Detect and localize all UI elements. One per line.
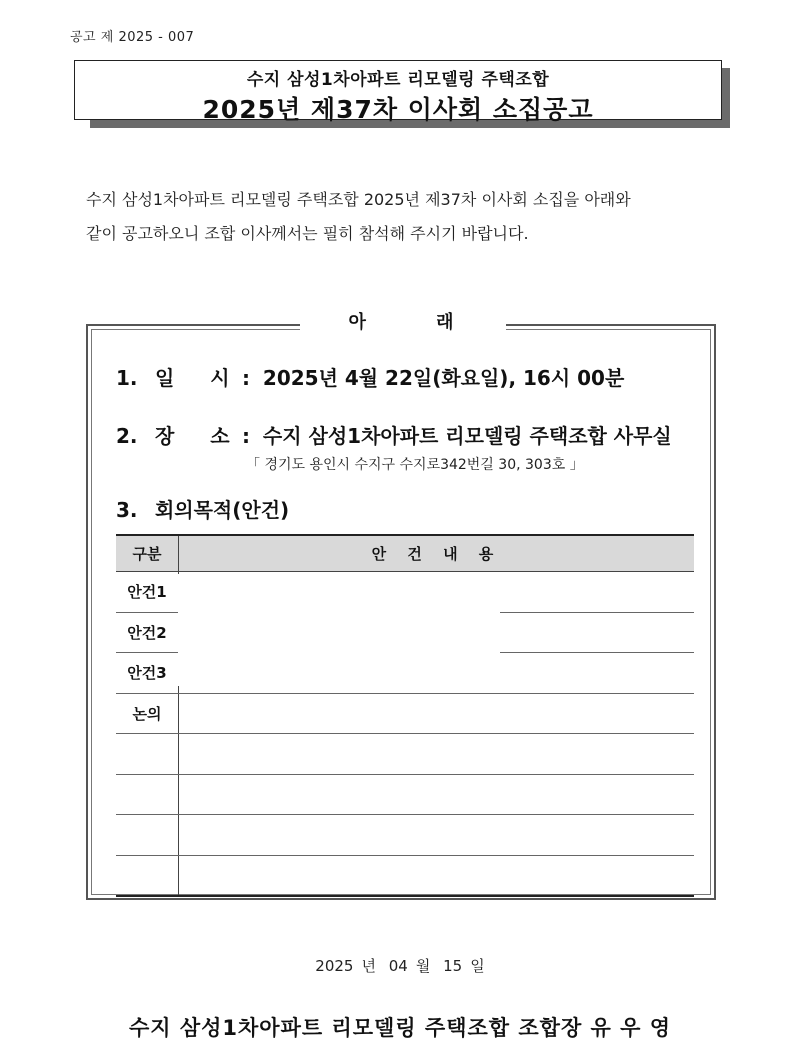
agenda-row-label: 안건3 <box>116 653 179 694</box>
agenda-row-content <box>179 815 695 856</box>
document-number: 공고 제 2025 - 007 <box>70 30 195 45</box>
agenda-row-content <box>179 734 695 775</box>
agenda-row-label <box>116 774 179 815</box>
notice-heading-char-1: 아 <box>348 312 370 333</box>
redaction-block <box>178 574 500 686</box>
agenda-header-row <box>116 535 694 572</box>
item-agenda <box>116 494 289 523</box>
notice-date: 2025 년 04 월 15 일 <box>315 957 485 975</box>
item-value-datetime: 2025년 4월 22일(화요일), 16시 00분 <box>262 366 625 390</box>
agenda-row-label <box>116 734 179 775</box>
date-year: 2025 <box>315 957 354 975</box>
date-day: 15 <box>443 957 463 975</box>
item-colon: : <box>241 424 250 448</box>
agenda-row-content <box>179 693 695 734</box>
item-number: 3. <box>116 498 138 522</box>
notice-heading <box>300 308 506 338</box>
title-box <box>74 60 722 124</box>
agenda-row-label <box>116 855 179 896</box>
item-label: 일 시 <box>154 366 230 390</box>
page-title: 2025년 제37차 이사회 소집공고 <box>202 95 594 124</box>
agenda-row-content <box>179 855 695 896</box>
notice-heading-char-2: 래 <box>436 312 458 333</box>
agenda-header-category: 구분 <box>116 535 179 572</box>
agenda-header-content: 안 건 내 용 <box>179 535 695 572</box>
intro-paragraph <box>86 183 736 251</box>
agenda-row-label <box>116 815 179 856</box>
item-datetime <box>116 362 624 391</box>
table-row <box>116 855 694 896</box>
item-number: 2. <box>116 424 138 448</box>
table-row <box>116 693 694 734</box>
intro-line-2: 같이 공고하오니 조합 이사께서는 필히 참석해 주시기 바랍니다. <box>86 224 529 243</box>
item-location <box>116 420 672 449</box>
item-number: 1. <box>116 366 138 390</box>
agenda-row-content <box>179 774 695 815</box>
table-row <box>116 774 694 815</box>
intro-line-1: 수지 삼성1차아파트 리모델링 주택조합 2025년 제37차 이사회 소집을 아래와 <box>86 190 631 209</box>
signer-line: 수지 삼성1차아파트 리모델링 주택조합 조합장 유 우 영 <box>128 1016 672 1040</box>
item-colon: : <box>241 366 250 390</box>
agenda-row-label: 논의 <box>116 693 179 734</box>
date-month: 04 <box>388 957 408 975</box>
title-block <box>74 60 724 122</box>
title-subtitle: 수지 삼성1차아파트 리모델링 주택조합 <box>246 70 550 90</box>
table-row <box>116 815 694 856</box>
item-label-agenda: 회의목적(안건) <box>154 498 290 522</box>
item-label: 장 소 <box>154 424 230 448</box>
agenda-row-label: 안건1 <box>116 572 179 613</box>
table-row <box>116 734 694 775</box>
item-value-location: 수지 삼성1차아파트 리모델링 주택조합 사무실 <box>262 424 672 448</box>
agenda-row-label: 안건2 <box>116 612 179 653</box>
location-address: 「 경기도 용인시 수지구 수지로342번길 30, 303호 」 <box>246 457 584 473</box>
